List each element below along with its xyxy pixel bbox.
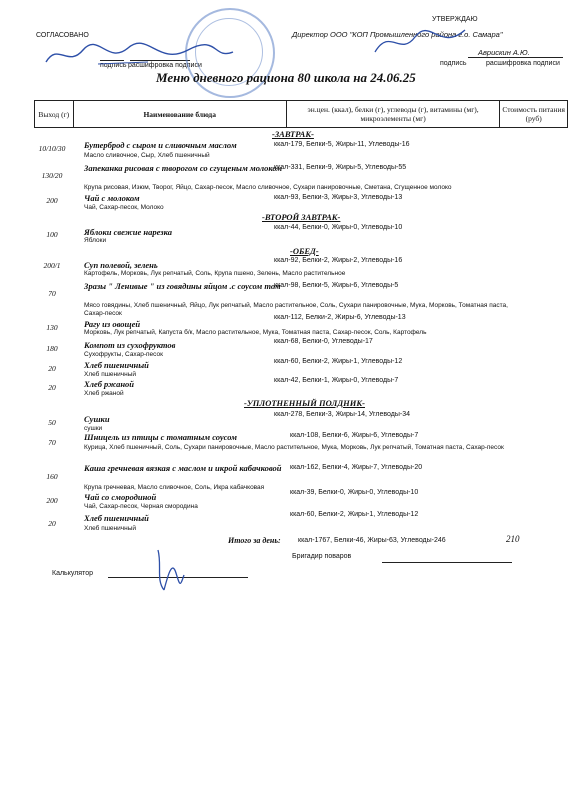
item-nutrition: ккал-39, Белки-0, Жиры-0, Углеводы-10 xyxy=(290,489,419,496)
item-nutrition: ккал-92, Белки-2, Жиры-2, Углеводы-16 xyxy=(274,257,403,264)
item-nutrition: ккал-98, Белки-5, Жиры-6, Углеводы-5 xyxy=(274,282,399,289)
item-ingredients: Морковь, Лук репчатый, Капуста б/к, Масло растительное, Мука, Томатная паста, Сахар-песок, Соль, Картофель xyxy=(84,329,427,336)
item-out: 70 xyxy=(48,289,56,298)
section-second-breakfast: -ВТОРОЙ ЗАВТРАК- xyxy=(262,212,341,222)
item-nutrition: ккал-112, Белки-2, Жиры-6, Углеводы-13 xyxy=(274,314,406,321)
item-out: 50 xyxy=(48,418,56,427)
item-nutrition: ккал-60, Белки-2, Жиры-1, Углеводы-12 xyxy=(274,358,403,365)
director-name: Аврискин А.Ю. xyxy=(478,48,530,57)
item-name: Чай с молоком xyxy=(84,193,140,203)
item-ingredients: Картофель, Морковь, Лук репчатый, Соль, Крупа пшено, Зелень, Масло растительное xyxy=(84,270,346,277)
total-cost: 210 xyxy=(506,534,520,544)
item-ingredients: Хлеб ржаной xyxy=(84,390,124,397)
item-ingredients: Чай, Сахар-песок, Черная смородина xyxy=(84,503,198,510)
item-name: Рагу из овощей xyxy=(84,319,141,329)
approve-label: УТВЕРЖДАЮ xyxy=(432,16,478,23)
item-out: 20 xyxy=(48,383,56,392)
item-out: 200 xyxy=(46,196,58,205)
item-name: Суп полевой, зелень xyxy=(84,260,158,270)
approval-signature xyxy=(38,40,238,70)
approval-label: СОГЛАСОВАНО xyxy=(36,32,89,39)
col-out: Выход (г) xyxy=(35,101,74,128)
item-out: 200/1 xyxy=(43,261,61,270)
item-ingredients: Чай, Сахар-песок, Молоко xyxy=(84,204,164,211)
item-ingredients: Хлеб пшеничный xyxy=(84,525,137,532)
item-nutrition: ккал-93, Белки-3, Жиры-3, Углеводы-13 xyxy=(274,194,403,201)
item-name: Каша гречневая вязкая с маслом и икрой кабачковой xyxy=(84,463,282,473)
right-name-caption: расшифровка подписи xyxy=(486,60,560,67)
item-out: 100 xyxy=(46,230,58,239)
menu-header-table xyxy=(34,100,568,128)
director-role: Директор ООО "КОП Промышленного района г.о. Самара" xyxy=(292,30,503,39)
item-out: 160 xyxy=(46,472,58,481)
item-nutrition: ккал-68, Белки-0, Углеводы-17 xyxy=(274,338,373,345)
col-name: Наименование блюда xyxy=(73,101,286,128)
item-name: Запеканка рисовая с творогом со сгущеным молоком xyxy=(84,163,283,173)
item-ingredients: Яблоки xyxy=(84,237,107,244)
col-nutr: эн.цен. (ккал), белки (г), углеводы (г), витамины (мг), микроэлементы (мг) xyxy=(286,101,499,128)
item-name: Зразы " Ленивые " из говядины яйцом .с соусом том xyxy=(84,281,281,291)
item-ingredients: Мясо говядины, Хлеб пшеничный, Яйцо, Лук репчатый, Масло растительное, Соль, Сухари панировочные, Мука, Морковь, Томатная паста, Сахар-песок xyxy=(84,302,508,317)
director-signature xyxy=(370,22,470,62)
item-nutrition: ккал-60, Белки-2, Жиры-1, Углеводы-12 xyxy=(290,511,419,518)
item-ingredients: сушки xyxy=(84,425,103,432)
item-out: 130/20 xyxy=(41,171,63,180)
item-name: Бутерброд с сыром и сливочным маслом xyxy=(84,140,237,150)
item-name: Яблоки свежие нарезка xyxy=(84,227,172,237)
item-name: Шницель из птицы с томатным соусом xyxy=(84,432,237,442)
item-ingredients: Хлеб пшеничный xyxy=(84,371,137,378)
item-name: Чай со смородиной xyxy=(84,492,157,502)
item-out: 20 xyxy=(48,364,56,373)
item-out: 130 xyxy=(46,323,58,332)
item-name: Компот из сухофруктов xyxy=(84,340,176,350)
right-sign-caption: подпись xyxy=(440,60,467,67)
chef-label: Бригадир поваров xyxy=(292,553,352,560)
calculator-signature xyxy=(150,545,190,595)
item-nutrition: ккал-44, Белки-0, Жиры-0, Углеводы-10 xyxy=(274,224,403,231)
item-nutrition: ккал-331, Белки-9, Жиры-5, Углеводы-55 xyxy=(274,164,407,171)
item-nutrition: ккал-179, Белки-5, Жиры-11, Углеводы-16 xyxy=(274,141,410,148)
item-name: Сушки xyxy=(84,414,110,424)
section-lunch: -ОБЕД- xyxy=(290,246,319,256)
item-out: 200 xyxy=(46,496,58,505)
item-nutrition: ккал-108, Белки-6, Жиры-6, Углеводы-7 xyxy=(290,432,419,439)
item-ingredients: Курица, Хлеб пшеничный, Соль, Сухари панировочные, Масло растительное, Мука, Морковь, Лук репчатый, Томатная паста, Сахар-песок xyxy=(84,444,504,451)
left-sign-caption: подпись xyxy=(100,62,127,69)
item-nutrition: ккал-278, Белки-3, Жиры-14, Углеводы-34 xyxy=(274,411,411,418)
item-ingredients: Масло сливочное, Сыр, Хлеб пшеничный xyxy=(84,152,210,159)
item-name: Хлеб ржаной xyxy=(84,379,135,389)
col-cost: Стоимость питания (руб) xyxy=(500,101,568,128)
calculator-label: Калькулятор xyxy=(52,570,93,577)
left-name-caption: расшифровка подписи xyxy=(128,62,202,69)
item-out: 20 xyxy=(48,519,56,528)
item-name: Хлеб пшеничный xyxy=(84,513,149,523)
item-out: 10/10/30 xyxy=(38,144,66,153)
item-nutrition: ккал-162, Белки-4, Жиры-7, Углеводы-20 xyxy=(290,464,423,471)
page-title: Меню дневного рациона 80 школа на 24.06.25 xyxy=(156,70,416,85)
item-out: 180 xyxy=(46,344,58,353)
section-breakfast: -ЗАВТРАК- xyxy=(272,129,314,139)
total-value: ккал-1767, Белки-46, Жиры-63, Углеводы-246 xyxy=(298,537,446,544)
section-snack: -УПЛОТНЕННЫЙ ПОЛДНИК- xyxy=(244,398,365,408)
item-out: 70 xyxy=(48,438,56,447)
item-ingredients: Крупа рисовая, Изюм, Творог, Яйцо, Сахар-песок, Масло сливочное, Сухари панировочные, Сметана, Сгущенное молоко xyxy=(84,184,452,191)
item-nutrition: ккал-42, Белки-1, Жиры-0, Углеводы-7 xyxy=(274,377,399,384)
item-ingredients: Крупа гречневая, Масло сливочное, Соль, Икра кабачковая xyxy=(84,484,265,491)
item-ingredients: Сухофрукты, Сахар-песок xyxy=(84,351,163,358)
item-name: Хлеб пшеничный xyxy=(84,360,149,370)
total-label: Итого за день: xyxy=(228,536,281,545)
